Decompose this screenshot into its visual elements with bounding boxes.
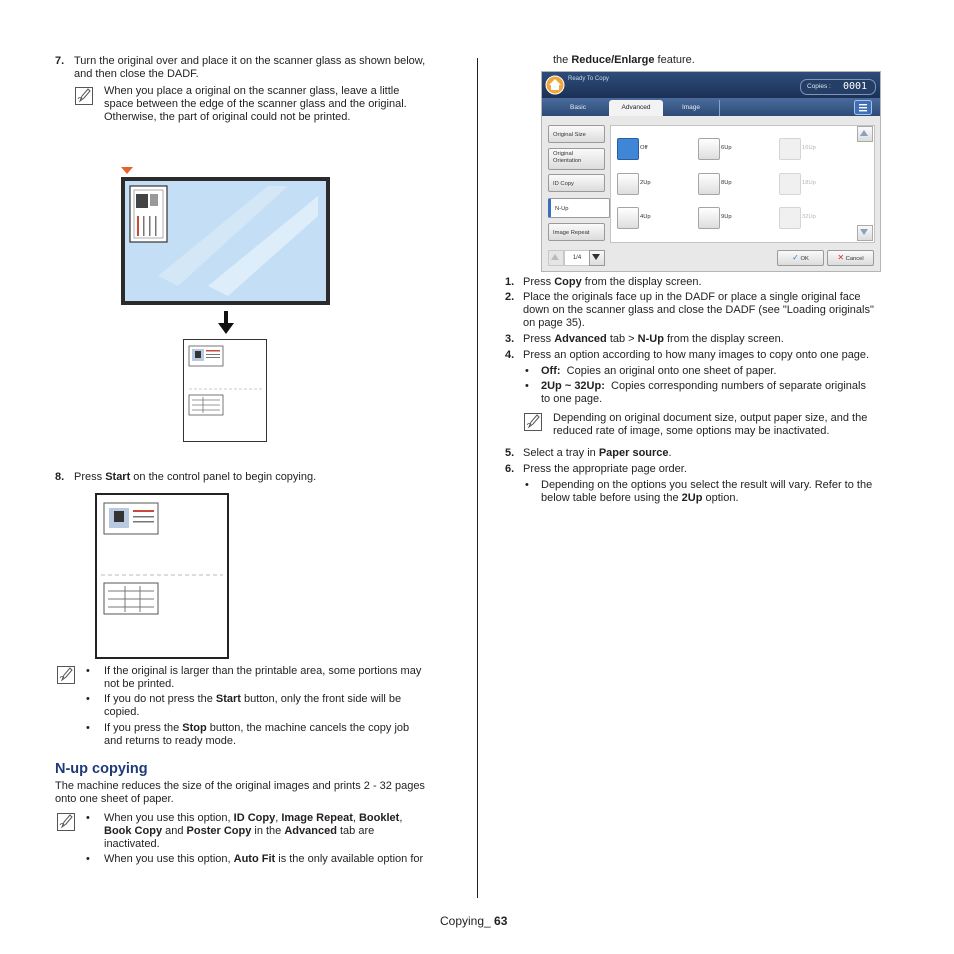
tab-separator <box>719 100 720 116</box>
step-8-number: 8. <box>55 471 65 483</box>
option-6up-label: 6Up <box>721 145 732 151</box>
intro-line1: The machine reduces the size of the original images and prints 2 - 32 pages <box>55 780 425 792</box>
page-indicator: 1/4 <box>564 250 590 266</box>
step-7-line2: and then close the DADF. <box>74 68 199 80</box>
note2-b1-line2: not be printed. <box>104 678 175 690</box>
step-6-bullet-line1: Depending on the options you select the result will vary. Refer to the <box>541 479 873 491</box>
note2-b1-line1: If the original is larger than the printable area, some portions may <box>104 665 422 677</box>
side-original-label: Original <box>553 151 573 157</box>
step-3-number: 3. <box>505 333 515 345</box>
right-note-line2: reduced rate of image, some options may be inactivated. <box>553 425 830 437</box>
copy-display-screen <box>541 71 881 272</box>
output-page-large-illustration <box>95 493 229 659</box>
output-page-small-illustration <box>183 339 267 442</box>
note2-b3-line1: If you press the Stop button, the machine cancels the copy job <box>104 722 410 734</box>
side-n-up[interactable]: N-Up <box>548 198 610 218</box>
bullet: • <box>525 479 529 491</box>
close-icon: ✕ <box>837 253 845 262</box>
bullet: • <box>525 365 529 377</box>
step-4-bullet2: 2Up ~ 32Up: Copies corresponding numbers of separate originals <box>541 380 866 392</box>
note2-b3-line2: and returns to ready mode. <box>104 735 237 747</box>
step-7-number: 7. <box>55 55 65 67</box>
option-16up-button <box>779 138 801 160</box>
step-1-text: Press Copy from the display screen. <box>523 276 702 288</box>
copies-value: 0001 <box>843 81 868 92</box>
job-list-icon[interactable] <box>854 100 872 115</box>
option-9up-button[interactable] <box>698 207 720 229</box>
bullet: • <box>525 380 529 392</box>
note-icon <box>74 86 94 106</box>
bullet: • <box>86 665 90 677</box>
option-4up-label: 4Up <box>640 214 651 220</box>
tab-image[interactable]: Image <box>681 104 701 111</box>
note-icon <box>56 812 76 832</box>
ok-label: OK <box>800 256 809 262</box>
step-2-number: 2. <box>505 291 515 303</box>
step-5-text: Select a tray in Paper source. <box>523 447 672 459</box>
note3-b1-line2: Book Copy and Poster Copy in the Advanced tab are <box>104 825 375 837</box>
note3-b1-line3: inactivated. <box>104 838 160 850</box>
continuation-line: the Reduce/Enlarge feature. <box>553 54 695 66</box>
note3-b2-line1: When you use this option, Auto Fit is the only available option for <box>104 853 424 865</box>
arrow-up-icon <box>860 130 868 136</box>
cancel-button[interactable] <box>827 250 874 266</box>
note1-line1: When you place a original on the scanner glass, leave a little <box>104 85 400 97</box>
option-off-button[interactable] <box>617 138 639 160</box>
option-32up-button <box>779 207 801 229</box>
option-8up-button[interactable] <box>698 173 720 195</box>
tab-advanced[interactable]: Advanced <box>609 100 663 116</box>
arrow-up-icon <box>551 254 559 260</box>
arrow-down-icon <box>217 311 235 335</box>
note2-b2-line2: copied. <box>104 706 140 718</box>
step-2-line2: down on the scanner glass and close the DADF (see "Loading originals" <box>523 304 874 316</box>
step-3-text: Press Advanced tab > N-Up from the display screen. <box>523 333 784 345</box>
scanner-glass-illustration <box>118 166 333 308</box>
arrow-down-icon <box>860 229 868 235</box>
step-5-number: 5. <box>505 447 515 459</box>
step-4-number: 4. <box>505 349 515 361</box>
bullet: • <box>86 693 90 705</box>
step-6-text: Press the appropriate page order. <box>523 463 687 475</box>
step-8-text: Press Start on the control panel to begin copying. <box>74 471 317 483</box>
option-8up-label: 8Up <box>721 180 732 186</box>
section-title: N-up copying <box>55 761 148 777</box>
option-6up-button[interactable] <box>698 138 720 160</box>
page-number: 63 <box>494 914 508 928</box>
bullet: • <box>86 853 90 865</box>
step-6-number: 6. <box>505 463 515 475</box>
status-text: Ready To Copy <box>568 76 609 82</box>
step-4-bullet1: Off: Copies an original onto one sheet of paper. <box>541 365 777 377</box>
option-4up-button[interactable] <box>617 207 639 229</box>
note1-line3: Otherwise, the part of original could not be printed. <box>104 111 351 123</box>
note-icon <box>523 412 543 432</box>
step-2-line3: on page 35). <box>523 317 585 329</box>
ok-button[interactable] <box>777 250 824 266</box>
bullet: • <box>86 722 90 734</box>
page-footer <box>440 914 507 928</box>
step-4-text: Press an option according to how many images to copy onto one page. <box>523 349 870 361</box>
side-original-size[interactable]: Original Size <box>548 125 605 143</box>
bullet: • <box>86 812 90 824</box>
intro-line2: onto one sheet of paper. <box>55 793 174 805</box>
step-6-bullet-line2: below table before using the 2Up option. <box>541 492 739 504</box>
check-icon: ✓ <box>792 253 799 262</box>
note1-line2: space between the edge of the scanner glass and the original. <box>104 98 407 110</box>
side-orientation-label: Orientation <box>553 158 582 164</box>
option-18up-label: 18Up <box>802 180 816 186</box>
right-note-line1: Depending on original document size, output paper size, and the <box>553 412 868 424</box>
side-original-orientation[interactable] <box>548 148 605 170</box>
arrow-down-icon <box>592 254 600 260</box>
copies-label: Copies : <box>807 83 831 90</box>
note2-b2-line1: If you do not press the Start button, only the front side will be <box>104 693 402 705</box>
step-2-line1: Place the originals face up in the DADF or place a single original face <box>523 291 861 303</box>
column-divider <box>477 58 478 898</box>
option-18up-button <box>779 173 801 195</box>
option-16up-label: 16Up <box>802 145 816 151</box>
step-1-number: 1. <box>505 276 515 288</box>
option-off-label: Off <box>640 145 648 151</box>
home-icon[interactable] <box>545 75 565 95</box>
note3-b1-line1: When you use this option, ID Copy, Image Repeat, Booklet, <box>104 812 403 824</box>
option-2up-label: 2Up <box>640 180 651 186</box>
step-4-bullet2-line2: to one page. <box>541 393 603 405</box>
option-32up-label: 32Up <box>802 214 816 220</box>
step-7-line1: Turn the original over and place it on the scanner glass as shown below, <box>74 55 426 67</box>
option-2up-button[interactable] <box>617 173 639 195</box>
note-icon <box>56 665 76 685</box>
cancel-label: Cancel <box>845 256 864 262</box>
side-id-copy[interactable]: ID Copy <box>548 174 605 192</box>
copies-counter <box>800 79 876 95</box>
tab-basic[interactable]: Basic <box>570 104 586 111</box>
option-9up-label: 9Up <box>721 214 732 220</box>
side-image-repeat[interactable]: Image Repeat <box>548 223 605 241</box>
footer-label: Copying_ <box>440 914 495 928</box>
